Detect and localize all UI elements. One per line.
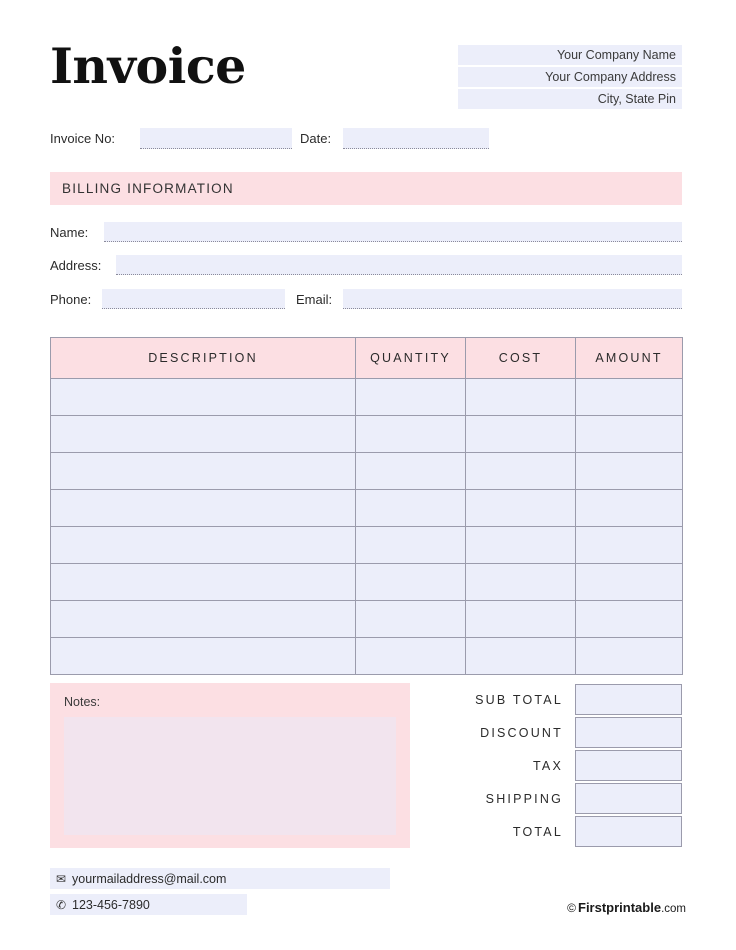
total-value-input[interactable] [575,750,682,781]
billing-email-label: Email: [296,292,333,307]
line-items-table [50,337,683,675]
cell-quantity[interactable] [356,453,466,490]
billing-information-banner: BILLING INFORMATION [50,172,682,205]
cell-amount[interactable] [576,379,683,416]
cell-description[interactable] [51,527,356,564]
total-row [420,749,682,782]
table-body [51,379,683,675]
cell-description[interactable] [51,564,356,601]
notes-input[interactable] [64,717,396,835]
billing-address-label: Address: [50,258,102,273]
table-row [51,379,683,416]
cell-quantity[interactable] [356,416,466,453]
total-value-input[interactable] [575,783,682,814]
cell-cost[interactable] [466,379,576,416]
total-label: TAX [533,758,563,773]
date-label: Date: [300,131,332,146]
page-title: Invoice [50,37,246,95]
table-row [51,453,683,490]
phone-icon: ✆ [55,897,67,912]
table-row [51,564,683,601]
column-header-description: DESCRIPTION [51,338,356,379]
cell-cost[interactable] [466,601,576,638]
cell-amount[interactable] [576,527,683,564]
brand-tld: .com [661,903,686,915]
column-header-quantity: QUANTITY [356,338,466,379]
cell-cost[interactable] [466,564,576,601]
brand-watermark [567,900,686,915]
company-info [458,45,682,111]
total-row [420,815,682,848]
billing-phone-input[interactable] [102,289,285,309]
cell-quantity[interactable] [356,527,466,564]
cell-amount[interactable] [576,416,683,453]
table-header-row [51,338,683,379]
notes-box [50,683,410,848]
cell-amount[interactable] [576,453,683,490]
copyright-icon: © [567,901,576,915]
cell-quantity[interactable] [356,638,466,675]
cell-description[interactable] [51,638,356,675]
total-row [420,782,682,815]
table-row [51,527,683,564]
cell-quantity[interactable] [356,601,466,638]
total-label: TOTAL [512,824,563,839]
billing-phone-label: Phone: [50,292,92,307]
cell-description[interactable] [51,453,356,490]
column-header-amount: AMOUNT [576,338,683,379]
cell-amount[interactable] [576,638,683,675]
footer-phone-text: 123-456-7890 [72,897,150,912]
total-row [420,716,682,749]
company-city-state[interactable]: City, State Pin [458,89,682,109]
total-label: DISCOUNT [480,725,563,740]
cell-cost[interactable] [466,416,576,453]
cell-quantity[interactable] [356,564,466,601]
footer-phone[interactable] [50,894,247,915]
total-value-input[interactable] [575,717,682,748]
envelope-icon: ✉ [55,871,67,886]
cell-amount[interactable] [576,601,683,638]
table-row [51,416,683,453]
footer-email-text: yourmailaddress@mail.com [72,871,227,886]
total-row [420,683,682,716]
cell-description[interactable] [51,379,356,416]
brand-name: Firstprintable [578,900,662,915]
billing-email-input[interactable] [343,289,682,309]
total-value-input[interactable] [575,684,682,715]
table-row [51,601,683,638]
cell-quantity[interactable] [356,490,466,527]
cell-amount[interactable] [576,564,683,601]
cell-cost[interactable] [466,638,576,675]
billing-name-input[interactable] [104,222,682,242]
billing-name-label: Name: [50,225,89,240]
date-input[interactable] [343,128,489,149]
cell-description[interactable] [51,601,356,638]
cell-amount[interactable] [576,490,683,527]
invoice-no-label: Invoice No: [50,131,116,146]
table-row [51,490,683,527]
company-name[interactable]: Your Company Name [458,45,682,65]
cell-cost[interactable] [466,490,576,527]
footer-email[interactable] [50,868,390,889]
invoice-meta-row [50,128,682,152]
invoice-header [50,28,682,106]
cell-cost[interactable] [466,453,576,490]
billing-address-input[interactable] [116,255,682,275]
table-row [51,638,683,675]
notes-label: Notes: [64,695,101,709]
totals-block [420,683,682,848]
cell-description[interactable] [51,416,356,453]
company-address[interactable]: Your Company Address [458,67,682,87]
column-header-cost: COST [466,338,576,379]
total-label: SUB TOTAL [475,692,563,707]
invoice-no-input[interactable] [140,128,292,149]
cell-quantity[interactable] [356,379,466,416]
cell-description[interactable] [51,490,356,527]
total-label: SHIPPING [485,791,563,806]
total-value-input[interactable] [575,816,682,847]
cell-cost[interactable] [466,527,576,564]
